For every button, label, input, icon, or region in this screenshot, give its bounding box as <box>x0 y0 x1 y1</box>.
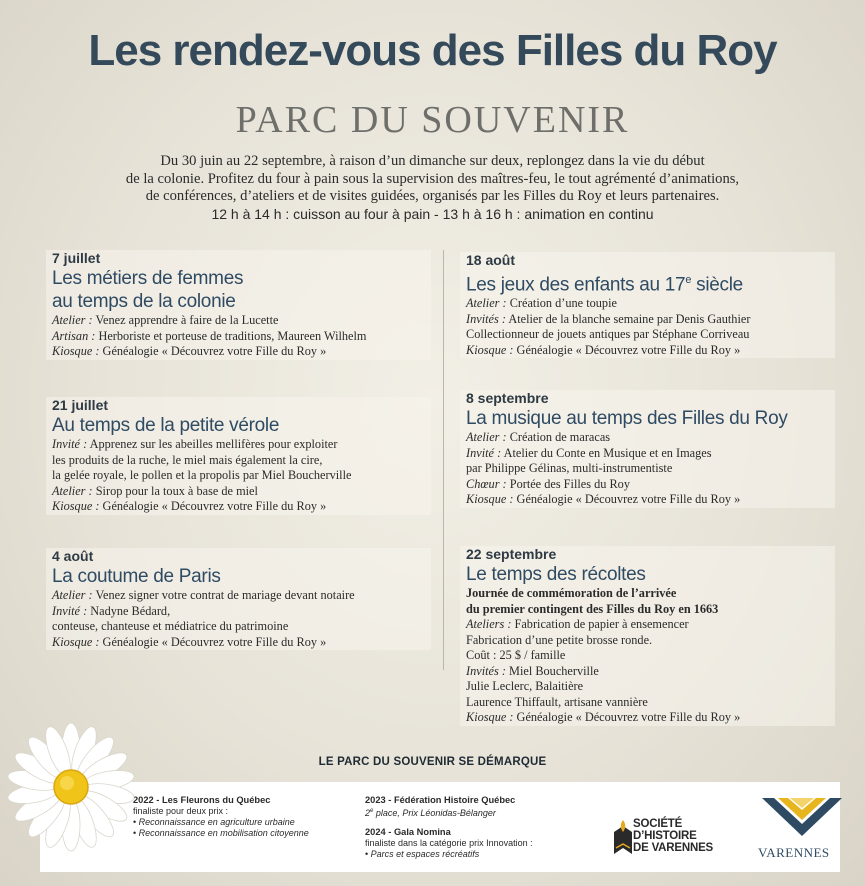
event-line: par Philippe Gélinas, multi-instrumentiste <box>466 461 673 475</box>
event-title: Le temps des récoltes <box>466 564 646 585</box>
event-line: Artisan : Herboriste et porteuse de traditions, Maureen Wilhelm <box>52 328 367 343</box>
varennes-logo-text: VARENNES <box>758 845 830 860</box>
event-line: Atelier : Création d’une toupie <box>466 296 617 311</box>
awards-heading: LE PARC DU SOUVENIR SE DÉMARQUE <box>318 756 547 768</box>
event-line: Atelier : Venez apprendre à faire de la Lucette <box>52 313 279 327</box>
event-line: Invité : Atelier du Conte en Musique et en Images <box>466 445 712 460</box>
event-date: 8 septembre <box>466 390 549 406</box>
event-card-8-septembre <box>460 390 835 508</box>
event-line: Atelier : Venez signer votre contrat de mariage devant notaire <box>52 588 355 602</box>
award-bullet: Reconnaissance en agriculture urbaine <box>138 817 295 827</box>
event-card-21-juillet <box>46 397 431 515</box>
event-date: 4 août <box>52 548 94 564</box>
event-line: Kiosque : Généalogie « Découvrez votre Fille du Roy » <box>52 344 327 358</box>
intro-line-3: de conférences, d’ateliers et de visites guidées, organisés par les Filles du Roy et leurs partenaires. <box>145 188 720 204</box>
award-title: 2023 - Fédération Histoire Québec <box>365 795 516 805</box>
event-title-line-2: au temps de la colonie <box>52 291 236 312</box>
event-card-4-aout <box>46 548 431 650</box>
daisy-flower-icon <box>6 722 136 852</box>
event-card-22-septembre <box>460 546 835 726</box>
award-2024: 2024 - Gala Nomina finaliste dans la catégorie prix Innovation : • Parcs et espaces récréatifs <box>365 827 533 859</box>
award-title: 2024 - Gala Nomina <box>365 827 451 837</box>
event-line: Atelier : Sirop pour la toux à base de miel <box>52 483 258 498</box>
event-line: Invités : Miel Boucherville <box>466 663 599 678</box>
event-line: Kiosque : Généalogie « Découvrez votre Fille du Roy » <box>466 492 741 506</box>
event-line: Invité : Apprenez sur les abeilles mellifères pour exploiter <box>52 437 338 451</box>
event-line: Kiosque : Généalogie « Découvrez votre Fille du Roy » <box>466 342 741 357</box>
event-title: Les jeux des enfants au 17e siècle <box>466 274 743 296</box>
event-line: Julie Leclerc, Balaitière <box>466 679 584 693</box>
column-divider <box>443 250 444 670</box>
event-line: Chœur : Portée des Filles du Roy <box>466 476 630 491</box>
event-line: les produits de la ruche, le miel mais également la cire, <box>52 452 323 467</box>
event-line: Invités : Atelier de la blanche semaine par Denis Gauthier <box>466 311 751 326</box>
varennes-logo-icon <box>760 792 844 842</box>
intro-line-2: de la colonie. Profitez du four à pain sous la supervision des maîtres-feu, le tout agrémenté d’animations, <box>125 170 740 187</box>
event-line: Invité : Nadyne Bédard, <box>52 603 171 618</box>
event-line: Fabrication d’une petite brosse ronde. <box>466 632 653 647</box>
intro-line-1: Du 30 juin au 22 septembre, à raison d’un dimanche sur deux, replongez dans la vie du début <box>160 153 705 169</box>
award-2023 <box>365 795 515 819</box>
event-line: Kiosque : Généalogie « Découvrez votre Fille du Roy » <box>52 499 327 513</box>
page-title: Les rendez-vous des Filles du Roy <box>88 26 777 75</box>
award-title: 2022 - Les Fleurons du Québec <box>133 795 271 805</box>
event-line: Laurence Thiffault, artisane vannière <box>466 694 648 709</box>
societe-histoire-logo-text: SOCIÉTÉ D’HISTOIRE DE VARENNES <box>633 818 714 854</box>
event-title: Au temps de la petite vérole <box>52 415 280 436</box>
event-card-7-juillet <box>46 250 431 360</box>
event-date: 21 juillet <box>52 397 109 413</box>
event-title: La coutume de Paris <box>52 566 221 587</box>
event-line: Collectionneur de jouets antiques par Stéphane Corriveau <box>466 327 750 342</box>
event-line: Ateliers : Fabrication de papier à ensemencer <box>466 617 689 631</box>
societe-histoire-book-icon <box>612 818 634 856</box>
intro-hours: 12 h à 14 h : cuisson au four à pain - 13 h à 16 h : animation en continu <box>211 205 654 222</box>
award-2022: 2022 - Les Fleurons du Québec finaliste pour deux prix : • Reconnaissance en agriculture urbaine • Reconnaissance en mobilisation citoyenne <box>133 795 309 838</box>
event-line: Kiosque : Généalogie « Découvrez votre Fille du Roy » <box>466 710 741 724</box>
event-line: Kiosque : Généalogie « Découvrez votre Fille du Roy » <box>52 634 327 649</box>
event-title: La musique au temps des Filles du Roy <box>466 408 788 429</box>
award-bullet: Reconnaissance en mobilisation citoyenne <box>138 828 309 838</box>
event-line: la gelée royale, le pollen et la propolis par Miel Boucherville <box>52 468 352 482</box>
event-line: conteuse, chanteuse et médiatrice du patrimoine <box>52 619 289 633</box>
event-line: Atelier : Création de maracas <box>466 430 611 444</box>
event-title: Les métiers de femmes <box>52 268 244 289</box>
intro-text <box>40 153 825 223</box>
event-bold-line: Journée de commémoration de l’arrivée <box>466 586 677 600</box>
event-date: 7 juillet <box>52 250 101 266</box>
award-sub: finaliste pour deux prix : <box>133 806 229 816</box>
event-card-18-aout <box>460 252 835 358</box>
event-line: Coût : 25 $ / famille <box>466 648 566 662</box>
event-date: 22 septembre <box>466 546 557 562</box>
event-date: 18 août <box>466 252 516 268</box>
award-sub: 2e place, Prix Léonidas-Bélanger <box>365 808 496 818</box>
event-bold-line: du premier contingent des Filles du Roy en 1663 <box>466 601 719 616</box>
award-sub: finaliste dans la catégorie prix Innovation : <box>365 838 533 848</box>
award-bullet: Parcs et espaces récréatifs <box>370 849 480 859</box>
page-subtitle: PARC DU SOUVENIR <box>235 99 630 141</box>
